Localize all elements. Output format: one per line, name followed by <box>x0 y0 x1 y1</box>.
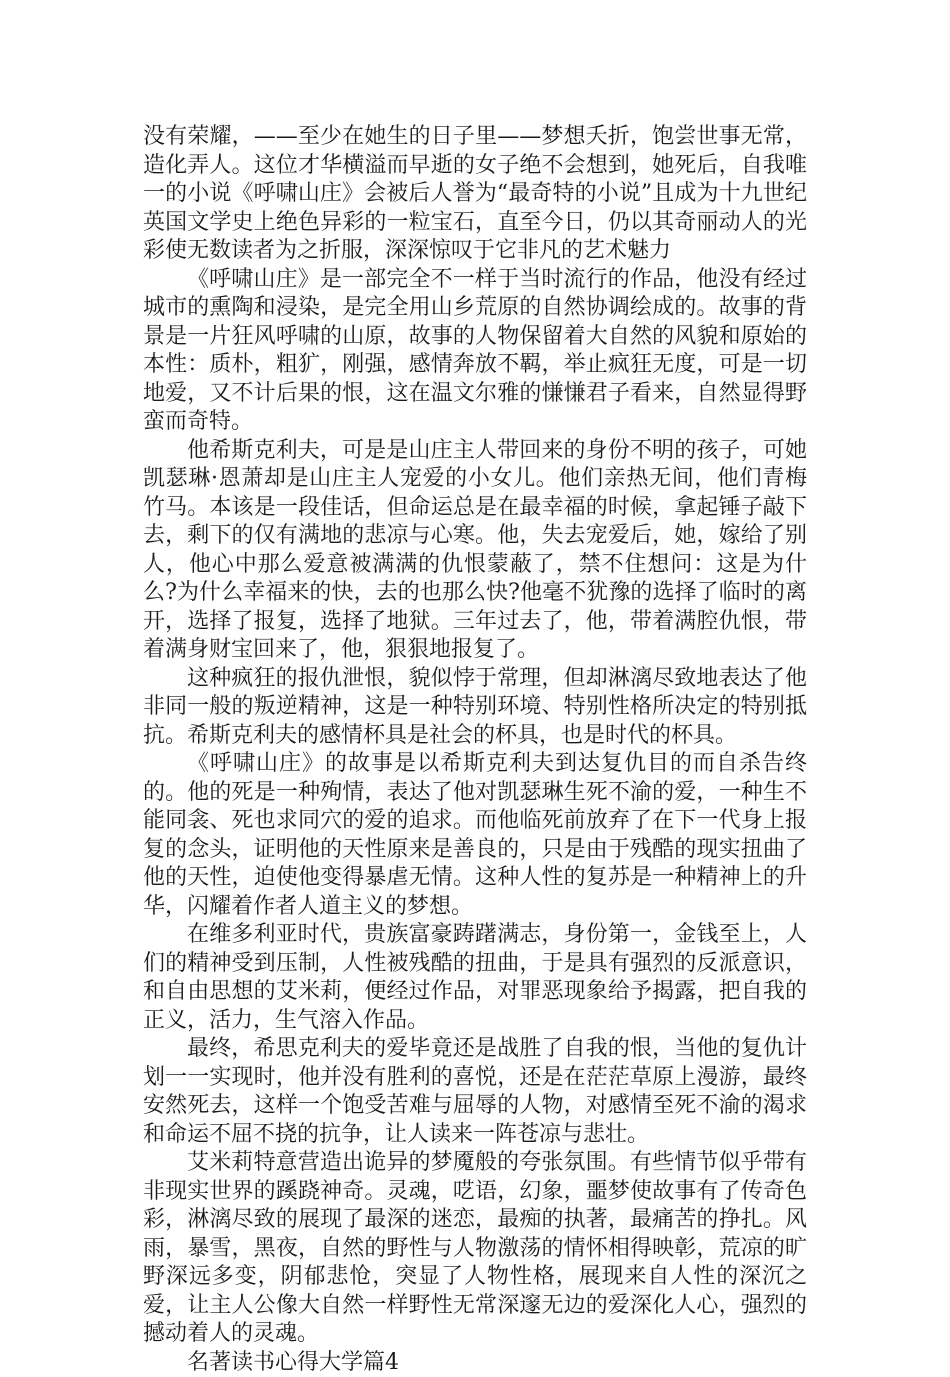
document-page <box>143 123 807 1377</box>
paragraph-4: 这种疯狂的报仇泄恨，貌似悖于常理，但却淋漓尽致地表达了他非同一般的叛逆精神，这是一种特别环境、特别性格所决定的特别抵抗。希斯克利夫的感情杯具是社会的杯具，也是时代的杯具。 <box>143 665 807 751</box>
paragraph-6: 在维多利亚时代，贵族富豪踌躇满志，身份第一，金钱至上，人们的精神受到压制，人性被残酷的扭曲，于是具有强烈的反派意识，和自由思想的艾米莉，便经过作品，对罪恶现象给予揭露，把自我的正义，活力，生气溶入作品。 <box>143 921 807 1035</box>
paragraph-5: 《呼啸山庄》的故事是以希斯克利夫到达复仇目的而自杀告终的。他的死是一种殉情，表达了他对凯瑟琳生死不渝的爱，一种生不能同衾、死也求同穴的爱的追求。而他临死前放弃了在下一代身上报复的念头，证明他的天性原来是善良的，只是由于残酷的现实扭曲了他的天性，迫使他变得暴虐无情。这种人性的复苏是一种精神上的升华，闪耀着作者人道主义的梦想。 <box>143 750 807 921</box>
paragraph-3: 他希斯克利夫，可是是山庄主人带回来的身份不明的孩子，可她凯瑟琳·恩萧却是山庄主人宠爱的小女儿。他们亲热无间，他们青梅竹马。本该是一段佳话，但命运总是在最幸福的时候，拿起锤子敲下去，剩下的仅有满地的悲凉与心寒。他，失去宠爱后，她，嫁给了别人，他心中那么爱意被满满的仇恨蒙蔽了，禁不住想问：这是为什么?为什么幸福来的快，去的也那么快?他毫不犹豫的选择了临时的离开，选择了报复，选择了地狱。三年过去了，他，带着满腔仇恨，带着满身财宝回来了，他，狠狠地报复了。 <box>143 437 807 665</box>
paragraph-7: 最终，希思克利夫的爱毕竟还是战胜了自我的恨，当他的复仇计划一一实现时，他并没有胜利的喜悦，还是在茫茫草原上漫游，最终安然死去，这样一个饱受苦难与屈辱的人物，对感情至死不渝的渴求和命运不屈不挠的抗争，让人读来一阵苍凉与悲壮。 <box>143 1035 807 1149</box>
paragraph-1: 没有荣耀，——至少在她生的日子里——梦想夭折，饱尝世事无常，造化弄人。这位才华横溢而早逝的女子绝不会想到，她死后，自我唯一的小说《呼啸山庄》会被后人誉为“最奇特的小说”且成为十九世纪英国文学史上绝色异彩的一粒宝石，直至今日，仍以其奇丽动人的光彩使无数读者为之折服，深深惊叹于它非凡的艺术魅力 <box>143 123 807 266</box>
paragraph-2: 《呼啸山庄》是一部完全不一样于当时流行的作品，他没有经过城市的熏陶和浸染，是完全用山乡荒原的自然协调绘成的。故事的背景是一片狂风呼啸的山原，故事的人物保留着大自然的风貌和原始的本性：质朴，粗犷，刚强，感情奔放不羁，举止疯狂无度，可是一切地爱，又不计后果的恨，这在温文尔雅的慊慊君子看来，自然显得野蛮而奇特。 <box>143 266 807 437</box>
paragraph-8: 艾米莉特意营造出诡异的梦魇般的夸张氛围。有些情节似乎带有非现实世界的蹊跷神奇。灵魂，呓语，幻象，噩梦使故事有了传奇色彩，淋漓尽致的展现了最深的迷恋，最痴的执著，最痛苦的挣扎。风雨，暴雪，黑夜，自然的野性与人物激荡的情怀相得映彰，荒凉的旷野深远多变，阴郁悲怆，突显了人物性格，展现来自人性的深沉之爱，让主人公像大自然一样野性无常深邃无边的爱深化人心，强烈的撼动着人的灵魂。 <box>143 1149 807 1349</box>
section-heading: 名著读书心得大学篇4 <box>143 1349 807 1377</box>
